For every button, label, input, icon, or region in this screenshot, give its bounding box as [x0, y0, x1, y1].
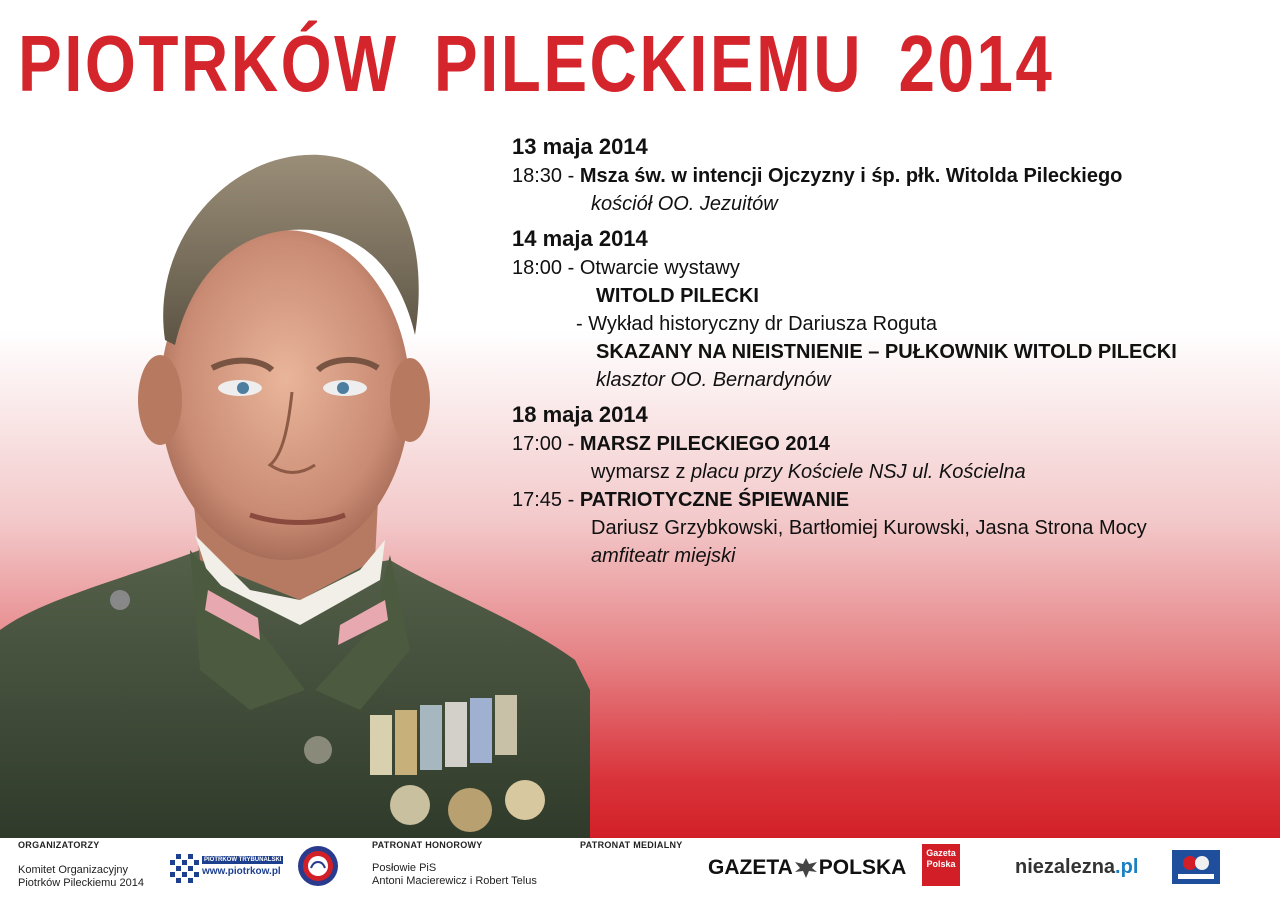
day2-item2-label: Wykład historyczny dr Dariusza Roguta: [588, 313, 938, 335]
day3-item1-title: MARSZ PILECKIEGO 2014: [579, 433, 830, 455]
piotrkow-logo: [170, 854, 280, 884]
day1-item1: [512, 162, 1272, 190]
gazeta-left: GAZETA: [708, 856, 793, 879]
day2-date: 14 maja 2014: [512, 226, 648, 251]
gpc-line2: Polska: [926, 859, 956, 869]
honorary-line2: Antoni Macierewicz i Robert Telus: [372, 875, 537, 887]
honorary-label: PATRONAT HONOROWY: [372, 840, 483, 850]
day2-item1-label: Otwarcie wystawy: [579, 257, 740, 279]
day3-item1-note: [512, 458, 1272, 486]
day2-item1-time: 18:00 -: [512, 257, 580, 279]
day2-item2-title: SKAZANY NA NIEISTNIENIE – PUŁKOWNIK WITOLD PILECKI: [596, 341, 1177, 363]
day3-item1-note-prefix: wymarsz z: [591, 461, 691, 483]
piotrkow-logo-url: www.piotrkow.pl: [202, 866, 281, 877]
day2-place: klasztor OO. Bernardynów: [596, 369, 831, 391]
gpc-line1: Gazeta: [926, 848, 956, 858]
day3-item2-time: 17:45 -: [512, 489, 580, 511]
organizers-text: [18, 864, 144, 890]
piotrkow-logo-top: PIOTRKÓW TRYBUNALSKI: [204, 857, 282, 863]
day3-item2-title: PATRIOTYCZNE ŚPIEWANIE: [579, 489, 850, 511]
day3-item1-note-place: placu przy Kościele NSJ ul. Kościelna: [691, 461, 1026, 483]
eagle-icon: [793, 856, 819, 880]
organizers-line1: Komitet Organizacyjny: [18, 864, 129, 876]
day3-item2-performers: Dariusz Grzybkowski, Bartłomiej Kurowski, Jasna Strona Mocy: [591, 517, 1147, 539]
day1-item1-time: 18:30 -: [512, 165, 580, 187]
day2-item1-title: WITOLD PILECKI: [596, 285, 759, 307]
gazeta-polska-logo: [708, 856, 906, 882]
day1-item1-place: kościół OO. Jezuitów: [591, 193, 778, 215]
day3-item2-place: amfiteatr miejski: [591, 545, 736, 567]
day1-item1-title: Msza św. w intencji Ojczyzny i śp. płk. Witolda Pileckiego: [579, 165, 1123, 187]
sponsors-footer: [0, 838, 1280, 904]
honorary-text: [372, 862, 537, 888]
day3-item2: [512, 486, 1272, 514]
niezalezna-main: niezalezna: [1015, 856, 1116, 878]
gazeta-polska-codziennie-logo: [922, 844, 960, 886]
day3-item1: [512, 430, 1272, 458]
organizers-label: ORGANIZATORZY: [18, 840, 100, 850]
portrait-photo: [0, 130, 590, 840]
day2-item2: [512, 310, 1272, 338]
day1-date: 13 maja 2014: [512, 134, 648, 159]
day2-item2-prefix: -: [576, 313, 589, 335]
committee-round-logo: [296, 844, 340, 888]
niezalezna-logo: [1015, 856, 1138, 879]
poster-title: PIOTRKÓW PILECKIEMU 2014: [18, 19, 1055, 108]
piotrkow-logo-grid-icon: [170, 854, 200, 884]
organizers-line2: Piotrków Pileckiemu 2014: [18, 877, 144, 889]
event-schedule: [512, 132, 1272, 570]
day3-date: 18 maja 2014: [512, 402, 648, 427]
day3-item1-time: 17:00 -: [512, 433, 580, 455]
niezalezna-tld: .pl: [1115, 856, 1139, 878]
media-label: PATRONAT MEDIALNY: [580, 840, 683, 850]
partner-logo-icon: [1172, 850, 1220, 884]
honorary-line1: Posłowie PiS: [372, 862, 437, 874]
gazeta-right: POLSKA: [818, 856, 907, 879]
day2-item1: [512, 254, 1272, 282]
